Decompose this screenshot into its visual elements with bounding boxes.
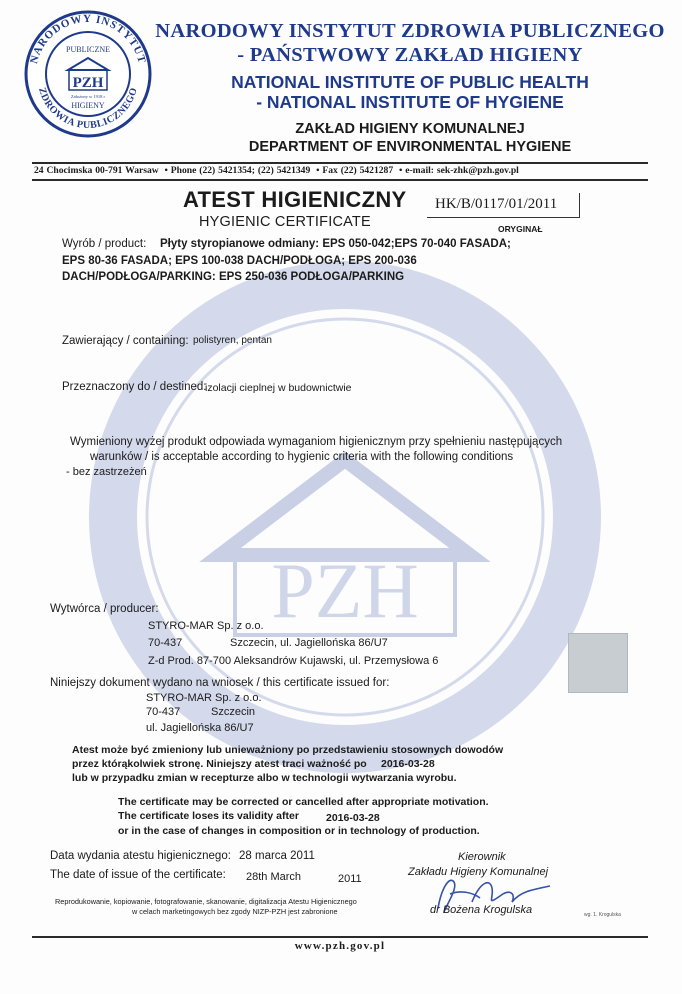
validity-en-line-3: or in the case of changes in composition or in technology of production. (118, 825, 480, 837)
issued-for-street: ul. Jagiellońska 86/U7 (146, 722, 254, 734)
department-name-en: DEPARTMENT OF ENVIRONMENTAL HYGIENE (248, 139, 572, 155)
conditions-line-1: Wymieniony wyżej produkt odpowiada wymaganiom higienicznym przy spełnieniu następujących (70, 436, 563, 448)
svg-text:HIGIENY: HIGIENY (71, 101, 105, 110)
signature-small-note: wg. 1. Krogulska (584, 912, 621, 918)
issue-date-pl-value: 28 marca 2011 (239, 850, 315, 862)
product-line-3: DACH/PODŁOGA/PARKING: EPS 250-036 PODŁOGA/PARKING (62, 271, 405, 283)
svg-text:PUBLICZNE: PUBLICZNE (66, 45, 110, 54)
issued-for-city: Szczecin (211, 706, 256, 718)
watermark-badge-text: PZH (271, 547, 419, 634)
contact-line: 24 Chocimska 00-791 Warsaw • Phone (22) 5421354; (22) 5421349 • Fax (22) 5421287 • e-mail: sek-zhk@pzh.gov.pl (34, 165, 519, 176)
contact-address: 24 Chocimska 00-791 Warsaw (34, 165, 159, 176)
header-divider-bottom (32, 179, 648, 181)
certificate-number: HK/B/0117/01/2011 (435, 196, 558, 212)
validity-en-line-2: The certificate loses its validity after (118, 810, 299, 822)
validity-en-date: 2016-03-28 (326, 812, 380, 824)
conditions-line-2: warunków / is acceptable according to hygienic criteria with the following conditions (90, 451, 514, 463)
signature-name: dr Bożena Krogulska (430, 904, 533, 916)
issued-for-name: STYRO-MAR Sp. z o.o. (146, 692, 262, 704)
contact-email: e-mail: sek-zhk@pzh.gov.pl (405, 165, 519, 176)
original-label: ORYGINAŁ (498, 224, 543, 234)
svg-text:Założony w 1918 r: Założony w 1918 r (70, 94, 106, 99)
producer-plant: Z-d Prod. 87-700 Aleksandrów Kujawski, ul. Przemysłowa 6 (148, 655, 439, 667)
institute-name-en-line1: NATIONAL INSTITUTE OF PUBLIC HEALTH (231, 72, 589, 92)
department-name-pl: ZAKŁAD HIGIENY KOMUNALNEJ (295, 121, 525, 137)
institute-name-pl-line1: NARODOWY INSTYTUT ZDROWIA PUBLICZNEGO (155, 20, 665, 42)
destined-label: Przeznaczony do / destined: (62, 381, 207, 393)
issue-date-en-label: The date of issue of the certificate: (50, 869, 226, 881)
destined-value: izolacji cieplnej w budownictwie (205, 382, 352, 394)
product-line-1: Płyty styropianowe odmiany: EPS 050-042;EPS 70-040 FASADA; (160, 238, 511, 250)
signature-title: Kierownik (458, 851, 506, 863)
seal-bottom-arc-text: ZDROWIA PUBLICZNEGO (36, 86, 140, 132)
product-label: Wyrób / product: (62, 238, 147, 250)
certificate-number-box (427, 193, 580, 218)
product-line-2: EPS 80-36 FASADA; EPS 100-038 DACH/PODŁOGA; EPS 200-036 (62, 255, 417, 267)
hologram-sticker (568, 633, 628, 693)
containing-value: polistyren, pentan (193, 335, 272, 346)
institute-name-en-line2: - NATIONAL INSTITUTE OF HYGIENE (256, 92, 564, 112)
reproduction-notice-line-2: w celach marketingowych bez zgody NIZP-PZH jest zabronione (132, 907, 338, 916)
contact-phone: Phone (22) 5421354; (22) 5421349 (170, 165, 311, 176)
validity-pl-line-1: Atest może być zmieniony lub unieważniony po przedstawieniu stosownych dowodów (72, 744, 504, 756)
signature-department: Zakładu Higieny Komunalnej (408, 866, 549, 878)
conditions-item: - bez zastrzeżeń (66, 466, 147, 478)
footer-divider (32, 936, 648, 938)
header-divider-top (32, 162, 648, 164)
validity-en-line-1: The certificate may be corrected or cancelled after appropriate motivation. (118, 796, 489, 808)
issue-date-pl-label: Data wydania atestu higienicznego: (50, 850, 231, 862)
issued-for-label: Niniejszy dokument wydano na wniosek / this certificate issued for: (50, 677, 390, 689)
reproduction-notice-line-1: Reprodukowanie, kopiowanie, fotografowanie, skanowanie, digitalizacja Atestu Higienicznego (55, 897, 357, 906)
producer-name: STYRO-MAR Sp. z o.o. (148, 620, 264, 632)
validity-pl-line-3: lub w przypadku zmian w recepturze albo w technologii wytwarzania wyrobu. (72, 772, 457, 784)
svg-text:PZH: PZH (72, 75, 104, 91)
validity-pl-date: 2016-03-28 (381, 758, 435, 770)
seal-top-arc-text: NARODOWY INSTYTUT (28, 12, 148, 66)
containing-label: Zawierający / containing: (62, 335, 189, 347)
pzh-seal-logo (22, 8, 154, 140)
certificate-title-pl: ATEST HIGIENICZNY (183, 187, 407, 212)
validity-pl-line-2: przez którąkolwiek stronę. Niniejszy atest traci ważność po (72, 758, 367, 770)
issue-date-en-year: 2011 (338, 873, 362, 885)
certificate-title-en: HYGIENIC CERTIFICATE (199, 214, 371, 230)
producer-address: Szczecin, ul. Jagiellońska 86/U7 (230, 637, 388, 649)
contact-fax: Fax (22) 5421287 (322, 165, 394, 176)
footer-website: www.pzh.gov.pl (294, 940, 386, 952)
institute-name-pl-line2: - PAŃSTWOWY ZAKŁAD HIGIENY (237, 44, 583, 66)
producer-label: Wytwórca / producer: (50, 603, 159, 615)
issued-for-postcode: 70-437 (146, 706, 181, 718)
producer-postcode: 70-437 (148, 637, 183, 649)
issue-date-en-day-month: 28th March (246, 871, 302, 883)
